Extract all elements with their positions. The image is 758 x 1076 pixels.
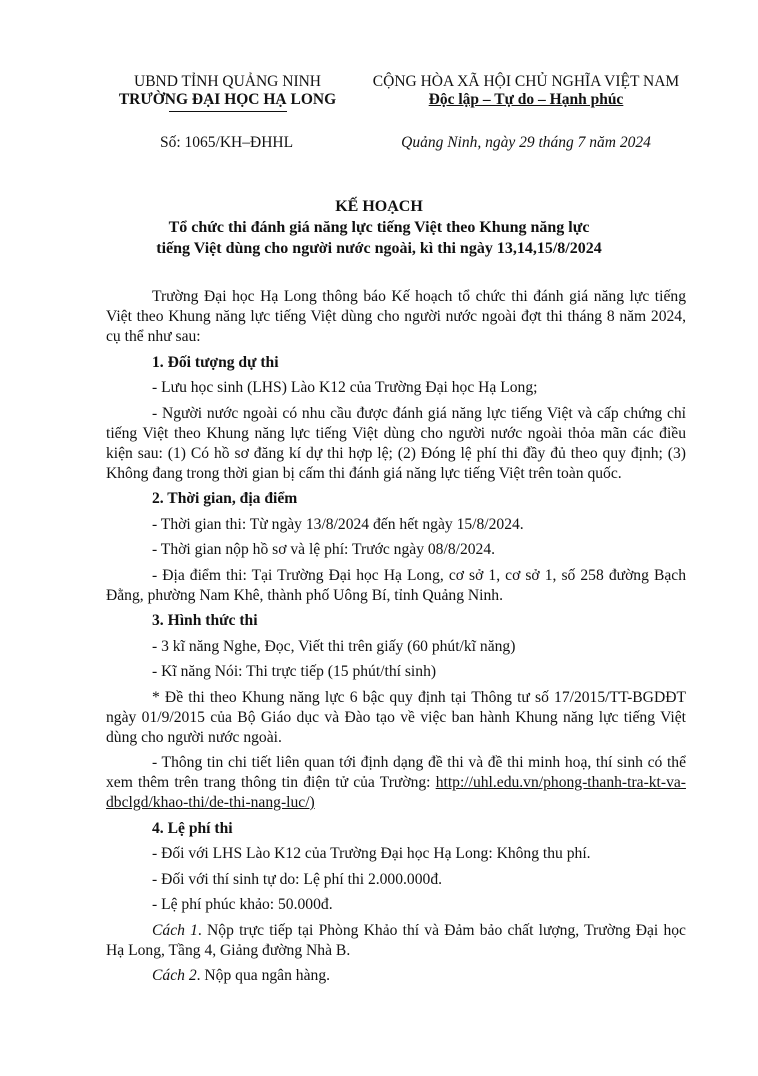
payment-method-2-label: Cách 2 [152, 967, 197, 984]
issuer-authority: UBND TỈNH QUẢNG NINH [134, 73, 321, 90]
section-3-item: * Đề thi theo Khung năng lực 6 bậc quy định tại Thông tư số 17/2015/TT-BGDĐT ngày 01/9/2015 của Bộ Giáo dục và Đào tạo về việc ban hành Khung năng lực tiếng Việt dùng cho người nước ngoài. [106, 688, 686, 746]
payment-method-1 [106, 921, 686, 961]
payment-method-1-label: Cách 1 [152, 921, 198, 939]
exam-info-link[interactable]: http://uhl.edu.vn/phong-thanh-tra-kt-va-dbclgd/khao-thi/de-thi-nang-luc/) [106, 774, 686, 811]
section-2-item: - Địa điểm thi: Tại Trường Đại học Hạ Long, cơ sở 1, cơ sở 1, số 258 đường Bạch Đằng, phường Nam Khê, thành phố Uông Bí, tỉnh Quảng Ninh. [106, 566, 686, 604]
section-2-item: - Thời gian thi: Từ ngày 13/8/2024 đến hết ngày 15/8/2024. [152, 515, 524, 533]
document-title: KẾ HOẠCH [335, 198, 423, 215]
section-4-item: - Đối với thí sinh tự do: Lệ phí thi 2.000.000đ. [152, 870, 443, 888]
payment-method-2 [106, 966, 686, 986]
section-1-item: - Lưu học sinh (LHS) Lào K12 của Trường Đại học Hạ Long; [152, 379, 538, 396]
payment-method-2-text: . Nộp qua ngân hàng. [196, 967, 331, 984]
section-2-heading: 2. Thời gian, địa điểm [152, 490, 298, 507]
section-3-item: - Kĩ năng Nói: Thi trực tiếp (15 phút/thí sinh) [152, 663, 437, 680]
section-4-heading: 4. Lệ phí thi [152, 819, 233, 837]
intro-paragraph: Trường Đại học Hạ Long thông báo Kế hoạch tổ chức thi đánh giá năng lực tiếng Việt theo Khung năng lực tiếng Việt dùng cho người nước ngoài đợt thi tháng 8 năm 2024, cụ thể như sau: [106, 288, 686, 345]
document-subtitle-line1: Tổ chức thi đánh giá năng lực tiếng Việt theo Khung năng lực [168, 219, 590, 236]
section-3-item: - 3 kĩ năng Nghe, Đọc, Viết thi trên giấy (60 phút/kĩ năng) [152, 637, 516, 655]
document-number: Số: 1065/KH–ĐHHL [160, 134, 294, 151]
section-3-heading: 3. Hình thức thi [152, 612, 258, 629]
payment-method-1-text: . Nộp trực tiếp tại Phòng Khảo thí và Đảm bảo chất lượng, Trường Đại học Hạ Long, Tầng 4, Giảng đường Nhà B. [106, 921, 686, 959]
issuer-school: TRƯỜNG ĐẠI HỌC HẠ LONG [118, 91, 337, 108]
place-date: Quảng Ninh, ngày 29 tháng 7 năm 2024 [401, 134, 651, 151]
document-body [106, 287, 686, 992]
section-2-item: - Thời gian nộp hồ sơ và lệ phí: Trước ngày 08/8/2024. [152, 541, 496, 558]
national-motto: Độc lập – Tự do – Hạnh phúc [428, 91, 624, 108]
section-1-item: - Người nước ngoài có nhu cầu được đánh giá năng lực tiếng Việt và cấp chứng chỉ tiếng Việt theo Khung năng lực tiếng Việt dùng cho người nước ngoài thỏa mãn các điều kiện sau: (1) Có hồ sơ đăng kí dự thi hợp lệ; (2) Đóng lệ phí thi đầy đủ theo quy định; (3) Không đang trong thời gian bị cấm thi đánh giá năng lực tiếng Việt trên toàn quốc. [106, 404, 686, 482]
section-4-item: - Lệ phí phúc khảo: 50.000đ. [152, 896, 333, 913]
document-subtitle-line2: tiếng Việt dùng cho người nước ngoài, kì thi ngày 13,14,15/8/2024 [156, 240, 602, 257]
section-3-info-text: - Thông tin chi tiết liên quan tới định dạng đề thi và đề thi minh hoạ, thí sinh có thể xem thêm trên trang thông tin điện tử của Trường: [106, 754, 686, 791]
national-title: CỘNG HÒA XÃ HỘI CHỦ NGHĨA VIỆT NAM [372, 73, 680, 90]
section-4-item: - Đối với LHS Lào K12 của Trường Đại học Hạ Long: Không thu phí. [152, 845, 591, 862]
section-3-item [106, 753, 686, 813]
left-header-rule [169, 111, 287, 112]
section-1-heading: 1. Đối tượng dự thi [152, 353, 279, 371]
